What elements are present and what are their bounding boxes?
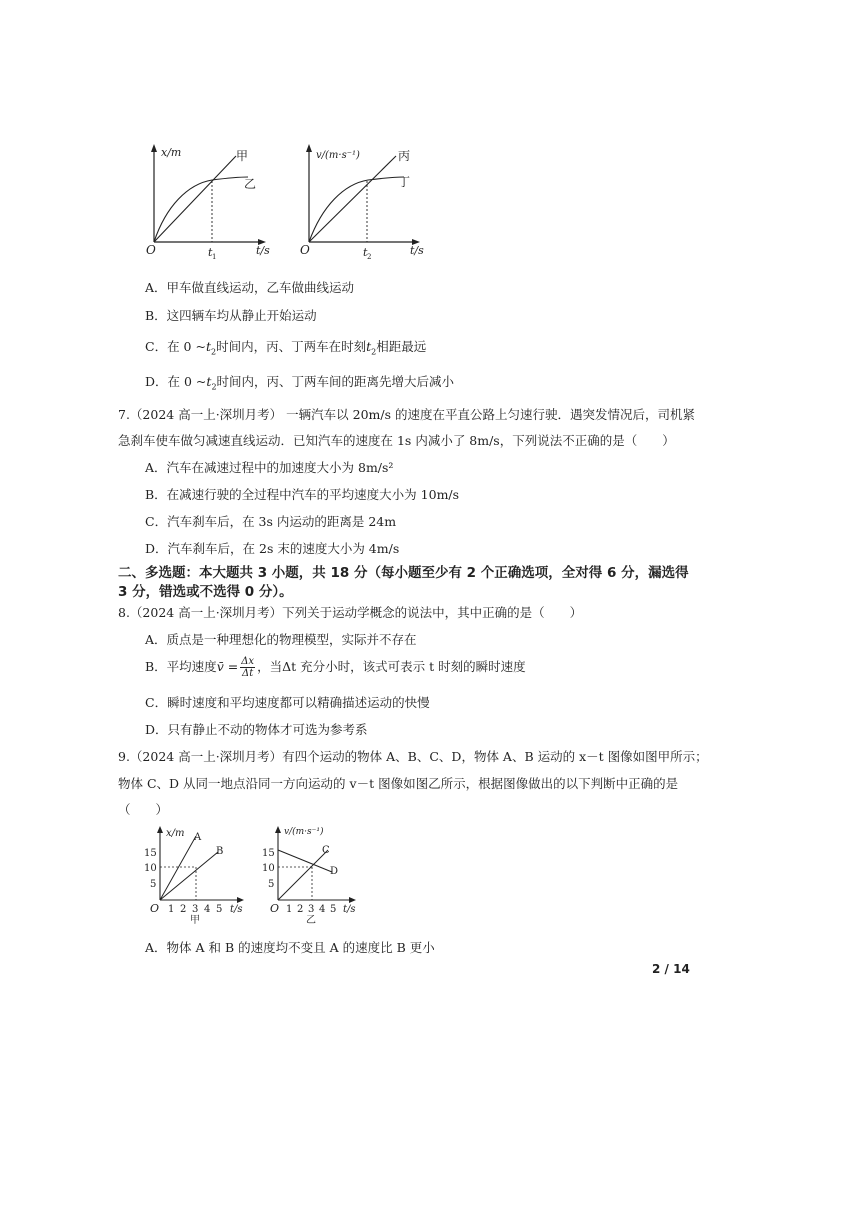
g2-tick-t: t	[363, 246, 368, 259]
g1-tick-sub: 1	[212, 253, 217, 261]
g3-label-A: A	[194, 832, 202, 843]
top-graphs	[140, 140, 440, 265]
g4-origin: O	[270, 902, 280, 915]
q6-option-a: A．甲车做直线运动，乙车做曲线运动	[145, 280, 355, 295]
q6-c-var2: t	[366, 339, 372, 354]
g4-xtick-3: 3	[308, 904, 315, 915]
q7-option-d: D．汽车刹车后，在 2s 末的速度大小为 4m/s	[145, 541, 400, 556]
g1-tick-t: t	[208, 246, 213, 259]
line-C	[278, 850, 328, 900]
q9-stem-line3: （ ）	[118, 802, 169, 817]
curve-ding	[309, 177, 404, 242]
g1-label-yi: 乙	[244, 177, 257, 191]
q8-frac-den: Δt	[242, 668, 254, 679]
g4-label-C: C	[322, 845, 330, 856]
g3-ytick-5: 5	[150, 879, 157, 890]
g3-ytick-10: 10	[144, 863, 157, 874]
g4-x-axis-label: t/s	[343, 904, 356, 915]
g4-xtick-4: 4	[319, 904, 326, 915]
q8-b-post: ，当Δt 充分小时，该式可表示 t 时刻的瞬时速度	[257, 659, 526, 674]
lower-graphs	[140, 822, 370, 927]
q8-option-c: C．瞬时速度和平均速度都可以精确描述运动的快慢	[145, 695, 430, 710]
q6-option-c	[145, 337, 426, 357]
g1-label-jia: 甲	[236, 149, 249, 163]
q6-c-var: t	[205, 339, 211, 354]
q6-option-b: B．这四辆车均从静止开始运动	[145, 308, 317, 323]
g3-origin: O	[150, 902, 160, 915]
g4-xtick-1: 1	[286, 904, 293, 915]
g2-label-bing: 丙	[398, 149, 411, 163]
q6-c-post: 相距最远	[376, 339, 427, 354]
g1-x-axis-label: t/s	[256, 244, 270, 257]
g3-xtick-2: 2	[180, 904, 187, 915]
q6-c-mid: 时间内，丙、丁两车在时刻	[216, 339, 367, 354]
g3-xtick-3: 3	[192, 904, 199, 915]
g4-xtick-5: 5	[330, 904, 337, 915]
q6-d-sub: 2	[211, 382, 217, 392]
line-jia	[154, 156, 236, 242]
g1-y-axis-label: x/m	[161, 146, 182, 159]
g3-ytick-15: 15	[144, 848, 157, 859]
q6-option-d	[145, 372, 454, 392]
line-A	[160, 836, 196, 900]
q9-stem-line2: 物体 C、D 从同一地点沿同一方向运动的 v－t 图像如图乙所示，根据图像做出的以下判断中正确的是	[118, 776, 679, 791]
g2-tick-sub: 2	[367, 253, 372, 261]
q8-stem: 8.（2024 高一上·深圳月考）下列关于运动学概念的说法中，其中正确的是（ ）	[118, 605, 583, 620]
g4-label-D: D	[330, 866, 339, 877]
xt-graph-1	[146, 144, 270, 261]
line-bing	[309, 156, 396, 242]
section-multi-choice-line1: 二、多选题：本大题共 3 小题，共 18 分（每小题至少有 2 个正确选项，全对得 6 分，漏选得	[118, 565, 689, 581]
q7-option-b: B．在减速行驶的全过程中汽车的平均速度大小为 10m/s	[145, 487, 460, 502]
g3-y-axis-label: x/m	[166, 828, 185, 839]
curve-yi	[154, 177, 248, 242]
q8-b-v: v̄ =	[216, 659, 239, 674]
g3-caption: 甲	[190, 915, 200, 926]
g4-y-axis-label: v/(m·s⁻¹)	[284, 827, 324, 837]
g1-origin: O	[146, 243, 156, 257]
g2-label-ding: 丁	[398, 175, 411, 189]
g2-y-axis-label: v/(m·s⁻¹)	[316, 150, 360, 161]
q6-d-post: 时间内，丙、丁两车间的距离先增大后减小	[216, 374, 455, 389]
q9-stem-line1: 9.（2024 高一上·深圳月考）有四个运动的物体 A、B、C、D，物体 A、B 运动的 x－t 图像如图甲所示；	[118, 749, 708, 764]
g4-xtick-2: 2	[297, 904, 304, 915]
q8-option-a: A．质点是一种理想化的物理模型，实际并不存在	[145, 632, 417, 647]
q9-option-a: A．物体 A 和 B 的速度均不变且 A 的速度比 B 更小	[145, 940, 435, 955]
q7-option-a: A．汽车在减速过程中的加速度大小为 8m/s²	[145, 460, 394, 475]
q8-option-b	[145, 656, 526, 679]
q8-option-d: D．只有静止不动的物体才可选为参考系	[145, 722, 368, 737]
xt-graph-jia	[144, 826, 244, 926]
g3-xtick-5: 5	[216, 904, 223, 915]
g3-x-axis-label: t/s	[230, 904, 243, 915]
q6-c-sub2: 2	[371, 347, 377, 357]
q8-frac-num: Δx	[241, 656, 255, 667]
q6-c-pre: C．在 0 ~	[145, 339, 206, 354]
page-number: 2 / 14	[652, 962, 690, 976]
q7-option-c: C．汽车刹车后，在 3s 内运动的距离是 24m	[145, 514, 397, 529]
q8-fraction	[240, 656, 255, 679]
q7-stem-line1: 7.（2024 高一上·深圳月考） 一辆汽车以 20m/s 的速度在平直公路上匀速行驶．遇突发情况后，司机紧	[118, 407, 695, 422]
q7-stem-line2: 急刹车使车做匀减速直线运动．已知汽车的速度在 1s 内减小了 8m/s，下列说法不正确的是（ ）	[118, 433, 675, 448]
q8-b-pre: B．平均速度	[145, 659, 217, 674]
g4-ytick-15: 15	[262, 848, 275, 859]
g3-xtick-4: 4	[204, 904, 211, 915]
g3-label-B: B	[216, 846, 224, 857]
g4-caption: 乙	[306, 915, 316, 926]
line-B	[160, 852, 218, 900]
q6-d-pre: D．在 0 ~	[145, 374, 207, 389]
g2-x-axis-label: t/s	[410, 244, 424, 257]
g2-origin: O	[300, 243, 310, 257]
vt-graph-yi	[262, 826, 356, 926]
section-multi-choice-line2: 3 分，错选或不选得 0 分）。	[118, 584, 293, 600]
q6-d-var: t	[206, 374, 212, 389]
g4-ytick-5: 5	[268, 879, 275, 890]
g3-xtick-1: 1	[168, 904, 175, 915]
q6-c-sub: 2	[210, 347, 217, 357]
vt-graph-2	[300, 144, 424, 261]
g4-ytick-10: 10	[262, 863, 275, 874]
